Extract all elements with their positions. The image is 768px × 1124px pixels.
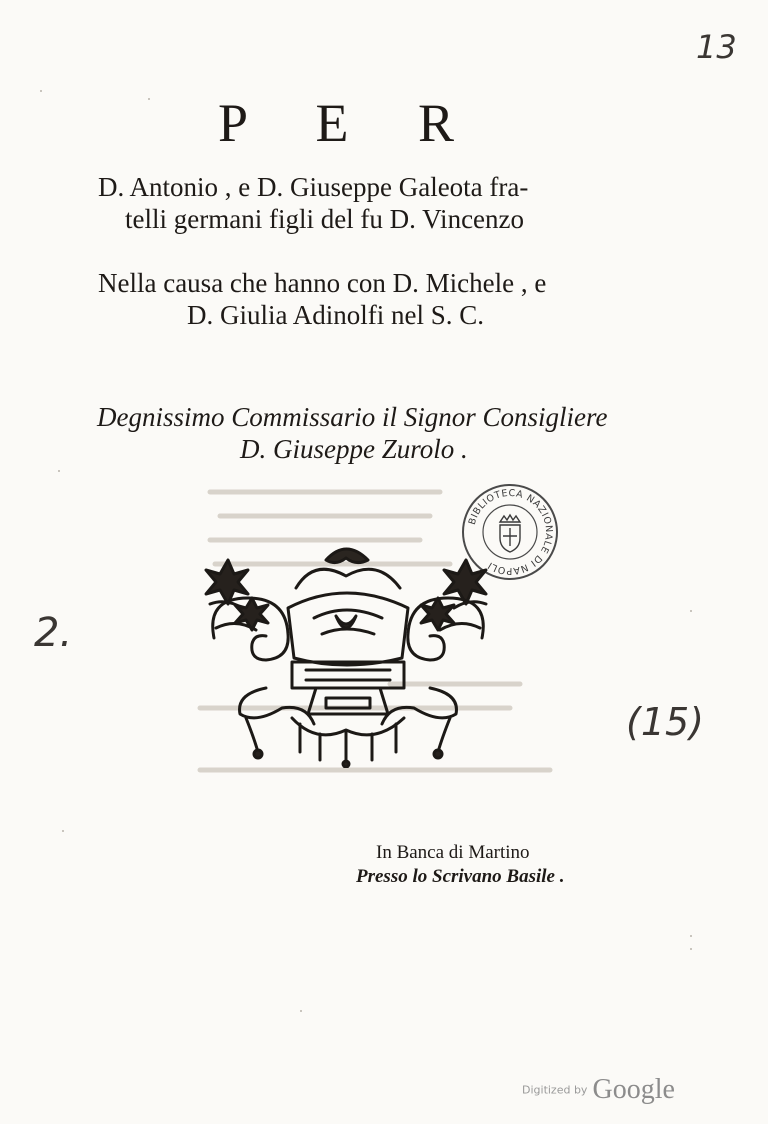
speck [690, 935, 692, 937]
speck [58, 470, 60, 472]
flower-icon [206, 560, 268, 630]
margin-note-left: 2. [34, 610, 73, 656]
ornament-vignette [196, 538, 500, 768]
digitized-by-watermark [522, 1074, 675, 1106]
imprint-line-2: Presso lo Scrivano Basile . [356, 866, 565, 887]
stamp-text: BIBLIOTECA NAZIONALE DI NAPOLI [466, 487, 555, 577]
cause-line-2: D. Giulia Adinolfi nel S. C. [187, 300, 484, 330]
page-number-handwritten: 13 [696, 28, 737, 66]
margin-note-right: (15) [626, 700, 705, 744]
google-logo: Google [592, 1074, 675, 1105]
crest-icon [500, 515, 520, 552]
parties-line-2: telli germani figli del fu D. Vincenzo [125, 204, 525, 234]
flower-icon [421, 560, 486, 630]
commissioner-line-2: D. Giuseppe Zurolo . [240, 434, 468, 464]
speck [690, 610, 692, 612]
speck [300, 1010, 302, 1012]
digitized-label: Digitized by [522, 1083, 588, 1097]
speck [62, 830, 64, 832]
cause-line-1: Nella causa che hanno con D. Michele , e [98, 268, 547, 298]
parties-line-1: D. Antonio , e D. Giuseppe Galeota fra- [98, 172, 529, 202]
commissioner-line-1: Degnissimo Commissario il Signor Consigliere [97, 402, 608, 432]
imprint-line-1: In Banca di Martino [376, 842, 530, 863]
document-title: P E R [217, 93, 483, 153]
speck [690, 948, 692, 950]
